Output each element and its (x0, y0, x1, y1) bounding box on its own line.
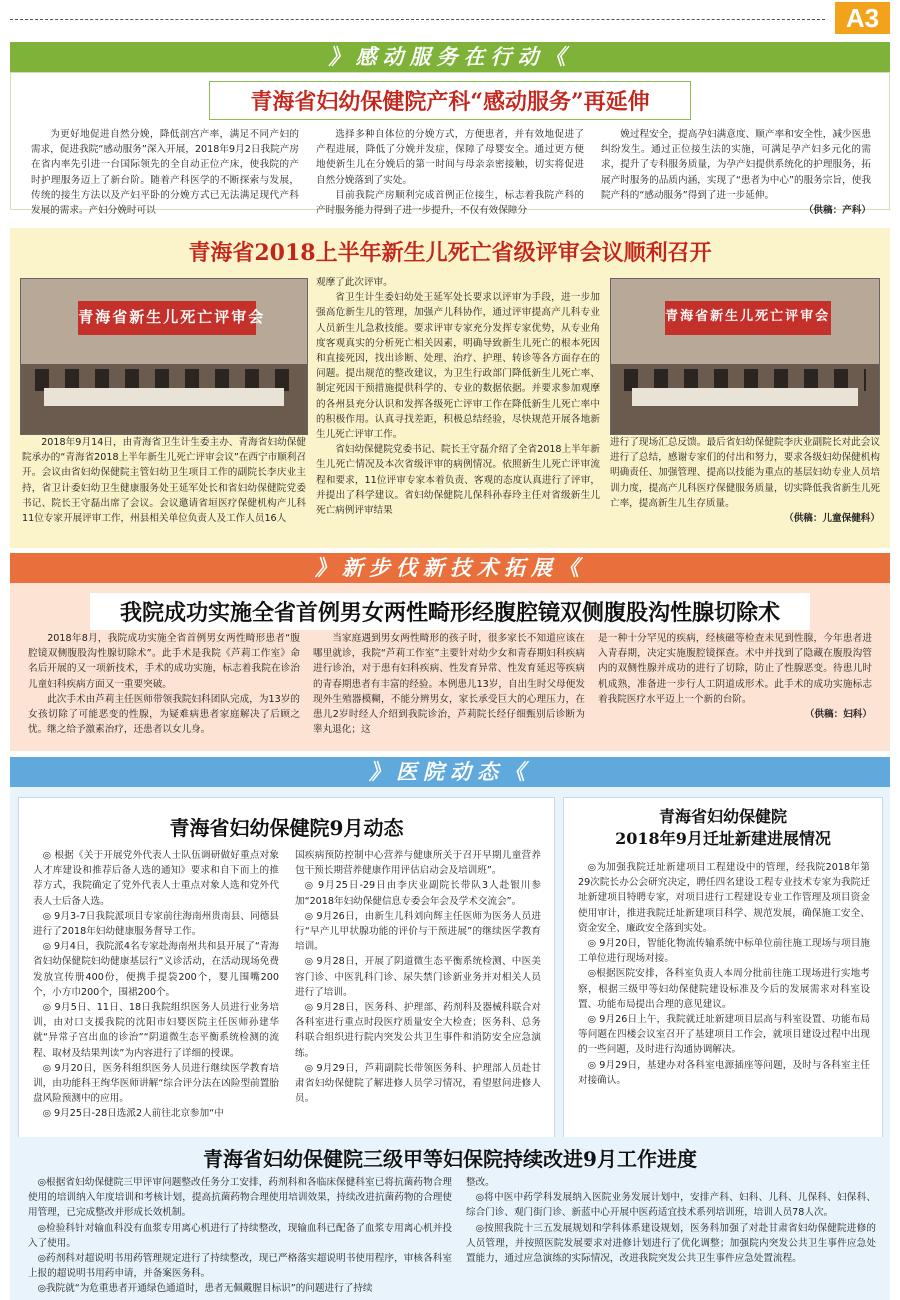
news-item: ◎按照我院十三五发展规划和学科体系建设规划，医务科加强了对赴甘肃省妇幼保健院进修的人员管理，并按照医院发展要求对进修计划进行了优化调整；加强院内突发公共卫生事件应急处置能力，通过应急演练的实际情况，改进我院突发公共卫生事件应急处置流程。 (466, 1222, 876, 1265)
news-item: ◎检验科针对输血科没有血浆专用离心机进行了持续整改，现输血科已配备了血浆专用离心机并投入了使用。 (28, 1222, 452, 1249)
article-title: 青海省妇幼保健院产科“感动服务”再延伸 (11, 81, 889, 120)
news-item: ◎ 根据《关于开展党外代表人士队伍调研做好重点对象人才库建设和推荐后备人选的通知》要求和自下而上的推荐方式，我院确定了党外代表人士重点对象人选和党外代表人士后备人选。 (33, 850, 279, 907)
meeting-photo-right (610, 278, 880, 435)
news-item: ◎根据省妇幼保健院三甲评审问题整改任务分工安排，药剂科和各临床保健科室已将抗菌药物合理使用的培训纳入年度培训和考核计划，提高抗菌药物合理使用培训效果，持续改进抗菌药物的合理使用管理，已完成整改并形成长效机制。 (28, 1177, 452, 1219)
news-item: ◎ 9月5日、11日、18日我院组织医务人员进行业务培训，由对口支援我院的沈阳市妇婴医院主任医师孙建华就“异常子宫出血的诊治”“阴道微生态平衡系统检测的流程、取材及结果判读”为内容进行了详细的授课。 (33, 1002, 279, 1059)
article-column: 当家庭遇到男女两性畸形的孩子时，很多家长不知道应该在哪里就诊，我院“芦莉工作室”主要针对幼少女和青春期妇科疾病进行诊治，对于患有妇科疾病、性发育异常、性发育延迟等疾病的青春期患者有丰富的经验。本例患儿13岁，自出生时父母便发现外生殖器模糊，不能分辨男女，家长承受巨大的心理压力，在患儿2岁时经人介绍到我院诊治，芦莉院长经仔细甄别后诊断为睾丸退化；这 (313, 633, 585, 736)
news-item: 整改。 (466, 1177, 495, 1188)
news-title: 青海省妇幼保健院 2018年9月迁址新建进展情况 (615, 807, 831, 848)
article-column: 为更好地促进自然分娩，降低剖宫产率，满足不同产妇的需求，促进我院“感动服务”深入开展，2018年9月2日我院产房在省内率先引进一台国际领先的全自动正位产床，使我院的产时护理服务迈上了新台阶。随着产科医学的不断探索与发展，传统的接生方法以及产妇平卧的分娩方式已无法满足现代产科发展的需求。产妇分娩时可以 (31, 129, 299, 217)
news-item: ◎为加强我院迁址新建项目工程建设中的管理，经我院2018年第29次院长办公会研究决定，聘任四名建设工程专业技术专家为我院迁址新建项目特聘专家，对项目进行工程建设专业工作管理及项目资金使用审计，推进我院迁址新建项目科学、规范发展，确保施工安全、资金安全、廉政安全落到实处。 (578, 862, 870, 934)
news-item: ◎ 9月25日-29日由李庆业副院长带队3人赴银川参加“2018年妇幼保健信息专委会年会及学术交流会”。 (295, 880, 541, 907)
news-item: ◎ 9月20日，医务科组织医务人员进行继续医学教育培训，由功能科王绚华医师讲解“综合评分法在凶险型前置胎盘风险预测中的应用。 (33, 1062, 279, 1105)
photo-banner-text: 青海省新生儿死亡评审会 (78, 301, 255, 335)
news-item: ◎药剂科对超说明书用药管理规定进行了持续整改，现已严格落实超说明书使用程序，审核各科室上报的超说明书用药申请，并备案医务科。 (28, 1253, 452, 1280)
article-laparoscopy (10, 583, 890, 751)
article-obstetric-service (10, 72, 890, 217)
news-item: ◎ 9月28日，医务科、护理部、药剂科及器械科联合对各科室进行重点时段医疗质量安全大检查；医务科、总务科联合组织进行院内突发公共卫生事件和消防安全应急演练。 (295, 1002, 541, 1059)
news-grade-a-panel (10, 1137, 890, 1300)
photo-banner-text: 青海省新生儿死亡评审会 (665, 301, 831, 335)
news-relocation-panel (563, 797, 883, 1139)
news-september-panel (18, 797, 555, 1139)
news-title: 青海省妇幼保健院9月动态 (169, 816, 404, 840)
section-header-moving-service: 》感动服务在行动《 (10, 42, 890, 72)
news-item: ◎ 9月4日，我院派4名专家赴海南州共和县开展了“青海省妇幼保健院妇幼健康基层行”义诊活动，在活动现场免费发放宣传册400份，便携手提袋200个，婴儿围嘴200个，小方巾200个，围裙200个。 (33, 941, 279, 998)
news-item: ◎ 9月26日，由新生儿科刘向辉主任医师为医务人员进行“早产儿甲状腺功能的评价与干预进展”的继续医学教育培训。 (295, 910, 541, 953)
news-title: 青海省妇幼保健院三级甲等妇保院持续改进9月工作进度 (203, 1147, 697, 1171)
article-credit: （供稿：产科） (803, 205, 871, 217)
article-column: 进行了现场汇总反馈。最后省妇幼保健院李庆业副院长对此会议进行了总结，感谢专家们的付出和努力，要求各级妇幼保健机构明确责任、加强管理、提高以技能为重点的基层妇幼专业人员培训力度，提高产儿科医疗保健服务质量，切实降低我省新生儿死亡率，提高新生儿生存质量。 （供稿：儿童保健科） (610, 435, 880, 545)
section-header-new-technology: 》新步伐新技术拓展《 (10, 553, 890, 583)
article-column: 2018年9月14日，由青海省卫生计生委主办、青海省妇幼保健院承办的“青海省2018上半年新生儿死亡评审会议”在西宁市顺利召开。会议由省妇幼保健院主管妇幼卫生项目工作的副院长李庆业主持，省卫计委妇幼卫生健康服务处王延军处长和省妇幼保健院党委书记、院长王守磊出席了会议。会议邀请省垣医疗保健机构产儿科11位专家开展评审工作，州县相关单位负责人及工作人员16人 (22, 437, 306, 525)
article-title: 我院成功实施全省首例男女两性畸形经腹腔镜双侧腹股沟性腺切除术 (10, 593, 890, 630)
section-header-hospital-news: 》医院动态《 (10, 757, 890, 787)
news-item: ◎ 9月20日，智能化物流传输系统中标单位前往施工现场与项目施工单位进行现场对接。 (578, 938, 870, 965)
news-item: ◎ 9月28日，开展了阴道微生态平衡系统检测、中医美容门诊、中医乳科门诊、尿失禁门诊新业务并对相关人员进行了培训。 (295, 956, 541, 998)
top-dashed-rule (10, 19, 825, 20)
news-column (28, 1175, 452, 1297)
article-column: 选择多种自体位的分娩方式，方便患者，并有效地促进了产程进展，降低了分娩并发症，保障了母婴安全。通过更方便地使新生儿在分娩后的第一时间与母亲亲密接触，切实将促进自然分娩落到了实处。 目前我院产房顺利完成首例正位接生，标志着我院产科的产时服务能力得到了进一步提升，不仅有效保障分 (316, 129, 584, 217)
article-credit: （供稿：儿童保健科） (784, 513, 880, 525)
news-item: ◎ 9月29日，基建办对各科室电源插座等问题，及时与各科室主任对接确认。 (578, 1059, 870, 1086)
news-item: ◎我院就“为危重患者开通绿色通道时，患者无佩戴腥目标识”的问题进行了持续 (37, 1283, 373, 1295)
news-column (295, 848, 541, 1133)
news-column (33, 848, 279, 1133)
news-item: ◎根据医院安排，各科室负责人本周分批前往施工现场进行实地考察，根据三级甲等妇幼保健院建设标准及今后的发展需求对科室设置、功能布局提出合理的意见建议。 (578, 968, 870, 1010)
news-item: ◎ 9月29日，芦莉副院长带领医务科、护理部人员赴甘肃省妇幼保健院了解进修人员学习情况，看望慰问进修人员。 (295, 1062, 541, 1105)
page-number: A3 (835, 2, 890, 34)
news-item: ◎ 9月26日上午，我院就迁址新建项目层高与科室设置、功能布局等问题在四楼会议室召开了基建项目工作会，就项目建设过程中出现的一些问题，及时进行沟通协调解决。 (578, 1014, 870, 1056)
news-item: ◎ 9月3-7日我院派项目专家前往海南州贵南县、同德县进行了2018年妇幼健康服务督导工作。 (33, 910, 279, 938)
meeting-photo-left (20, 278, 308, 435)
news-item: ◎将中医中药学科发展纳入医院业务发展计划中，安排产科、妇科、儿科、儿保科、妇保科、综合门诊、观门街门诊、新蓝中心开展中医药适宜技术系列培训班，培训人员78人次。 (466, 1192, 876, 1219)
article-neonatal-review (10, 228, 890, 548)
article-column: 2018年8月，我院成功实施全省首例男女两性畸形患者“腹腔镜双侧腹股沟性腺切除术”。此手术是我院《芦莉工作室》命名后开展的又一项新技术，手术的成功实施，标志着我院在诊治儿童妇科疾病方面又一重要突破。 此次手术由芦莉主任医师带领我院妇科团队完成，为13岁的女孩切除了可能恶变的性腺，为疑难病患者家庭解决了后顾之忧。继之给予激素治疗，还患者以女儿身。 (28, 633, 300, 736)
news-item: ◎ 9月25日-28日选派2人前往北京参加“中 (42, 1108, 224, 1120)
news-item: 国疾病预防控制中心营养与健康所关于召开早期儿童营养包干预长期营养健康作用评估启动会及培训班”。 (295, 850, 541, 877)
article-column: 是一种十分罕见的疾病，经核磁等检查未见到性腺，今年患者进入青春期，决定实施腹腔镜探查。术中并找到了隐藏在腹股沟管内的双侧性腺并成功的进行了切除，防止了性腺恶变。待患儿时机成熟，准备进一步行人工阴道成形术。此手术的成功实施标志着我院医疗水平迈上一个新的台阶。 （供稿：妇科） (598, 631, 872, 747)
article-column: 观摩了此次评审。 省卫生计生委妇幼处王延军处长要求以评审为手段，进一步加强高危新生儿的管理，加强产儿科协作，通过评审提高产儿科专业人员新生儿急救技能。要求评审专家充分发挥专家优势，从专业角度客观真实的分析死亡相关因素，明确导致新生儿死亡的根本死因和直接死因，找出诊断、处理、治疗、护理、转诊等各方面存在的问题。提出规范的整改建议，为卫生行政部门降低新生儿死亡率、制定死因干预措施提供科学的、专业的数据依据。并要求参加观摩的各州县充分认识和发挥各级死亡评审工作在降低新生儿死亡率中的积极作用。认真寻找差距，积极总结经验，尽快规范开展各地新生儿死亡评审工作。 省妇幼保健院党委书记、院长王守磊介绍了全省2018上半年新生儿死亡情况及本次省级评审的病例情况。依照新生儿死亡评审流程和要求，11位评审专家本着负责、客观的态度认真进行了评审，并提出了科学建议。省妇幼保健院儿保科孙春玲主任对省级新生儿死亡病例评审结果 (316, 277, 600, 517)
article-column: 娩过程安全，提高孕妇满意度、顺产率和安全性，减少医患纠纷发生。通过正位接生法的实施，可满足孕产妇多元化的需求，提升了专科服务质量，为孕产妇提供系统化的护理服务，拓展产时服务的品质内涵，实现了“患者为中心”的服务宗旨，使我院产科的“感动服务”得到了进一步延伸。 （供稿：产科） (601, 127, 871, 209)
article-credit: （供稿：妇科） (804, 709, 872, 721)
news-column (466, 1175, 876, 1297)
article-title: 青海省2018上半年新生儿死亡省级评审会议顺利召开 (188, 240, 712, 266)
news-column (578, 860, 870, 1132)
